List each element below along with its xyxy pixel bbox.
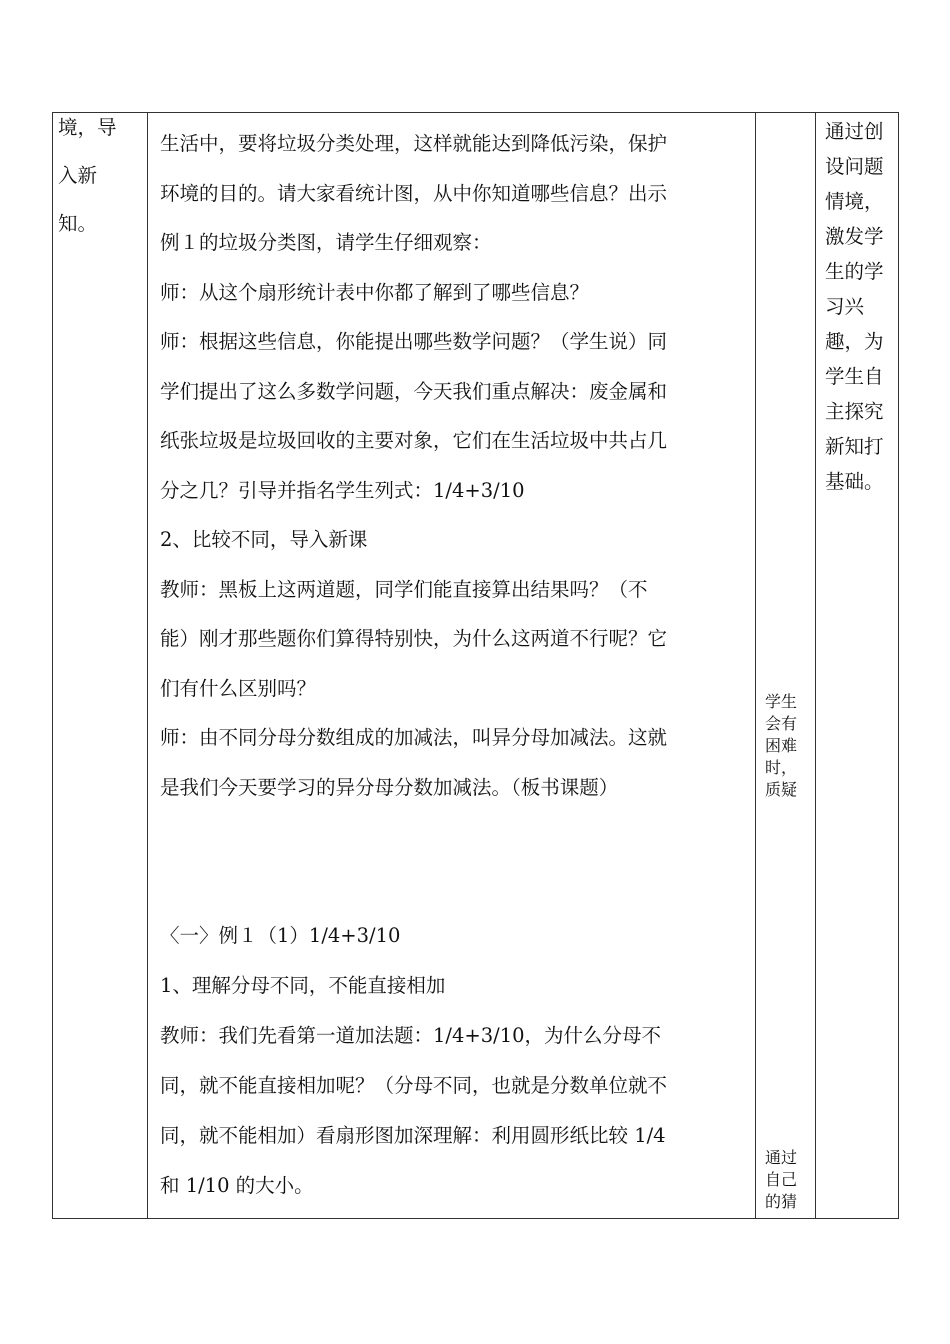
table-left-border	[52, 112, 53, 1219]
content-line: 是我们今天要学习的异分母分数加减法。（板书课题）	[160, 776, 619, 799]
design-intent-line: 趣，为	[825, 330, 884, 353]
student-activity-line: 质疑	[765, 780, 798, 799]
content-line: 1、理解分母不同，不能直接相加	[160, 974, 446, 997]
column-divider-3	[815, 112, 816, 1219]
table-top-border	[52, 112, 899, 113]
design-intent-line: 设问题	[825, 155, 884, 178]
student-activity-line: 时，	[765, 758, 798, 777]
student-activity-line: 会有	[765, 714, 798, 733]
student-activity-line: 困难	[765, 736, 798, 755]
content-line: 同，就不能相加）看扇形图加深理解：利用圆形纸比较 1/4	[160, 1124, 666, 1147]
table-bottom-border	[52, 1218, 899, 1219]
column-divider-2	[755, 112, 756, 1219]
stage-line: 知。	[58, 212, 98, 235]
content-line: 生活中，要将垃圾分类处理，这样就能达到降低污染，保护	[160, 132, 668, 155]
content-line: 教师：我们先看第一道加法题：1/4+3/10，为什么分母不	[160, 1024, 662, 1047]
content-line: 们有什么区别吗？	[160, 677, 317, 700]
design-intent-line: 习兴	[825, 295, 865, 318]
column-divider-1	[147, 112, 148, 1219]
content-line: 师：根据这些信息，你能提出哪些数学问题？（学生说）同	[160, 330, 668, 353]
student-activity-line: 的猜	[765, 1192, 798, 1211]
stage-line: 入新	[58, 164, 98, 187]
design-intent-line: 情境，	[825, 190, 884, 213]
content-line: 分之几？引导并指名学生列式：1/4+3/10	[160, 479, 525, 502]
content-line: 例１的垃圾分类图，请学生仔细观察：	[160, 231, 492, 254]
stage-line: 境，导	[58, 116, 117, 139]
student-activity-line: 学生	[765, 692, 798, 711]
content-line: 〈一〉例１（1）1/4+3/10	[160, 924, 401, 947]
content-line: 2、比较不同，导入新课	[160, 528, 368, 551]
design-intent-line: 基础。	[825, 470, 884, 493]
design-intent-line: 主探究	[825, 400, 884, 423]
design-intent-line: 新知打	[825, 435, 884, 458]
content-line: 环境的目的。请大家看统计图，从中你知道哪些信息？出示	[160, 182, 668, 205]
content-line: 和 1/10 的大小。	[160, 1174, 314, 1197]
content-line: 纸张垃圾是垃圾回收的主要对象，它们在生活垃圾中共占几	[160, 429, 668, 452]
design-intent-line: 生的学	[825, 260, 884, 283]
design-intent-line: 学生自	[825, 365, 884, 388]
content-line: 教师：黑板上这两道题，同学们能直接算出结果吗？（不	[160, 578, 648, 601]
table-right-border	[898, 112, 899, 1219]
student-activity-line: 自己	[765, 1170, 798, 1189]
content-line: 学们提出了这么多数学问题，今天我们重点解决：废金属和	[160, 380, 668, 403]
content-line: 师：由不同分母分数组成的加减法，叫异分母加减法。这就	[160, 726, 668, 749]
design-intent-line: 激发学	[825, 225, 884, 248]
content-line: 同，就不能直接相加呢？（分母不同，也就是分数单位就不	[160, 1074, 668, 1097]
content-line: 能）刚才那些题你们算得特别快，为什么这两道不行呢？它	[160, 627, 668, 650]
student-activity-line: 通过	[765, 1148, 798, 1167]
content-line: 师：从这个扇形统计表中你都了解到了哪些信息？	[160, 281, 590, 304]
design-intent-line: 通过创	[825, 120, 884, 143]
